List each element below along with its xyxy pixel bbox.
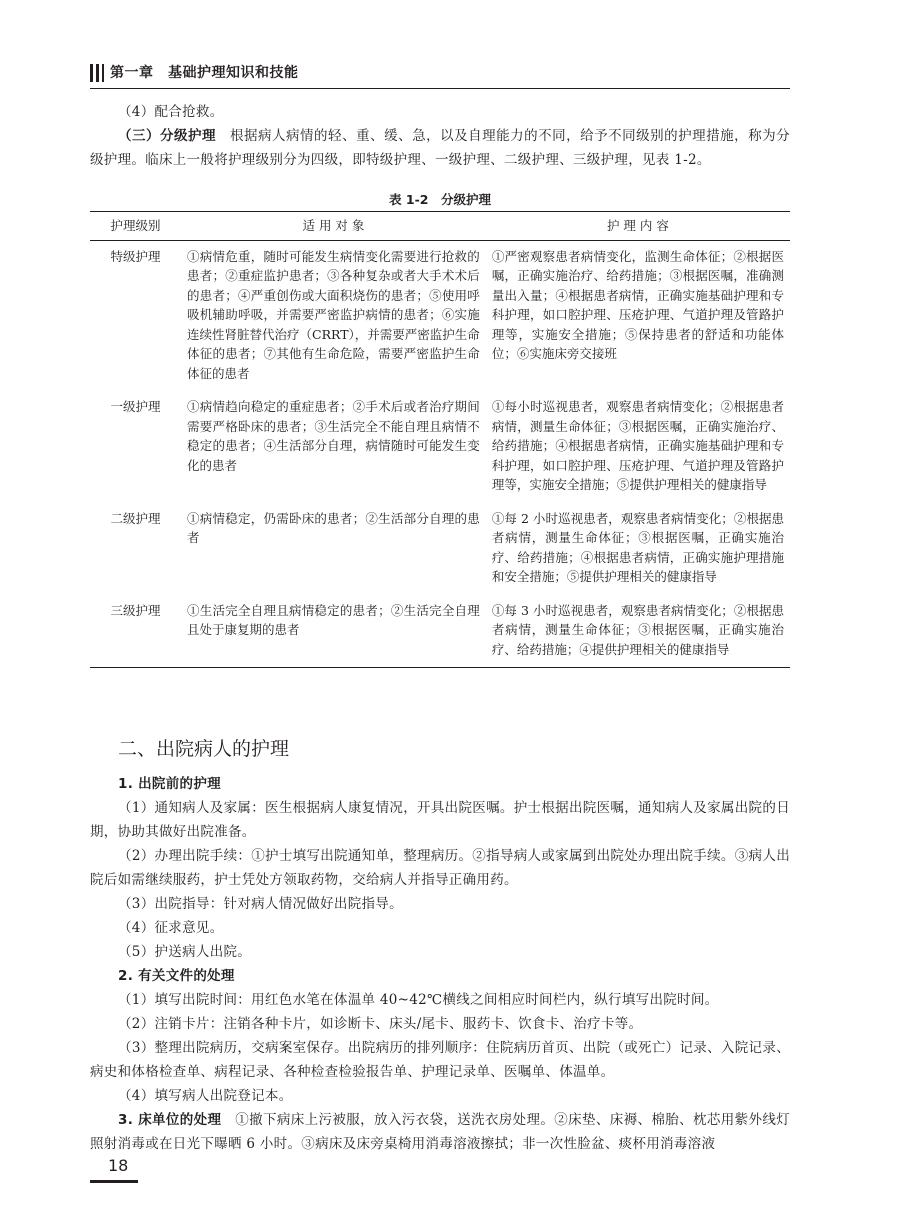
table-row xyxy=(90,595,790,668)
running-header xyxy=(90,60,790,90)
cell-level: 二级护理 xyxy=(110,510,161,526)
section-heading: 二、出院病人的护理 xyxy=(118,738,290,760)
paragraph: （2）注销卡片：注销各种卡片，如诊断卡、床头/尾卡、服药卡、饮食卡、治疗卡等。 xyxy=(118,1016,643,1032)
paragraph: （1）填写出院时间：用红色水笔在体温单 40~42℃横线之间相应时间栏内，纵行填写出院时间。 xyxy=(118,992,719,1008)
header-bars-decoration xyxy=(90,64,106,82)
cell-content: ①每小时巡视患者，观察患者病情变化；②根据患者病情，测量生命体征；③根据医嘱，正确实施治疗、给药措施；④根据患者病情，正确实施基础护理和专科护理，如口腔护理、压疮护理、气道护理及管路护理等，实施安全措施；⑤提供护理相关的健康指导 xyxy=(491,399,784,492)
table-header-row xyxy=(90,212,790,241)
chapter-title: 第一章 基础护理知识和技能 xyxy=(110,65,299,81)
paragraph: （3）整理出院病历，交病案室保存。出院病历的排列顺序：住院病历首页、出院（或死亡）记录、入院记录、病史和体格检查单、病程记录、各种检查检验报告单、护理记录单、医嘱单、体温单。 xyxy=(90,1040,790,1080)
cell-content: ①严密观察患者病情变化，监测生命体征；②根据医嘱，正确实施治疗、给药措施；③根据医嘱，准确测量出入量；④根据患者病情，正确实施基础护理和专科护理，如口腔护理、压疮护理、气道护理及管路护理等，实施安全措施；⑤保持患者的舒适和功能体位；⑥实施床旁交接班 xyxy=(491,248,784,361)
paragraph: （4）征求意见。 xyxy=(118,920,224,936)
subheading-inline: 3. 床单位的处理 xyxy=(118,1112,222,1128)
subheading: 2. 有关文件的处理 xyxy=(118,968,235,984)
paragraph xyxy=(90,1108,790,1156)
discharge-block xyxy=(90,772,790,1156)
subheading: 1. 出院前的护理 xyxy=(118,776,221,792)
paragraph-text: ①撤下病床上污被服，放入污衣袋，送洗衣房处理。②床垫、床褥、棉胎、枕芯用紫外线灯照射消毒或在日光下曝晒 6 小时。③病床及床旁桌椅用消毒溶液擦拭；非一次性脸盆、痰杯用消毒溶液 xyxy=(90,1112,790,1152)
nursing-grade-table xyxy=(90,211,790,668)
paragraph-text: 根据病人病情的轻、重、缓、急，以及自理能力的不同，给予不同级别的护理措施，称为分级护理。临床上一般将护理级别分为四级，即特级护理、一级护理、二级护理、三级护理，见表 1-2。 xyxy=(90,128,790,168)
page-number-rule xyxy=(90,1180,138,1183)
paragraph: （1）通知病人及家属：医生根据病人康复情况，开具出院医嘱。护士根据出院医嘱，通知病人及家属出院的日期，协助其做好出院准备。 xyxy=(90,800,790,840)
column-header: 适 用 对 象 xyxy=(181,212,486,241)
intro-block xyxy=(90,100,790,172)
paragraph: （2）办理出院手续：①护士填写出院通知单，整理病历。②指导病人或家属到出院处办理出院手续。③病人出院后如需继续服药，护士凭处方领取药物，交给病人并指导正确用药。 xyxy=(90,848,790,888)
paragraph: （4）填写病人出院登记本。 xyxy=(118,1088,293,1104)
paragraph: （4）配合抢救。 xyxy=(118,104,224,120)
cell-target: ①病情稳定，仍需卧床的患者；②生活部分自理的患者 xyxy=(187,510,480,545)
cell-content: ①每 3 小时巡视患者，观察患者病情变化；②根据患者病情，测量生命体征；③根据医嘱，正确实施治疗、给药措施；④提供护理相关的健康指导 xyxy=(486,595,790,668)
cell-level: 三级护理 xyxy=(90,595,181,668)
paragraph: （5）护送病人出院。 xyxy=(118,944,252,960)
cell-content: ①每 2 小时巡视患者，观察患者病情变化；②根据患者病情，测量生命体征；③根据医嘱，正确实施治疗、给药措施；④根据患者病情，正确实施护理措施和安全措施；⑤提供护理相关的健康指导 xyxy=(491,510,784,584)
table-row xyxy=(90,391,790,503)
cell-level: 特级护理 xyxy=(110,248,161,264)
table-row xyxy=(90,240,790,391)
subsection-heading: （三）分级护理 xyxy=(118,128,217,144)
paragraph: （3）出院指导：针对病人情况做好出院指导。 xyxy=(118,896,403,912)
cell-level: 一级护理 xyxy=(110,399,161,414)
column-header: 护理级别 xyxy=(90,212,181,241)
header-rule xyxy=(90,88,790,89)
table-caption: 表 1-2 分级护理 xyxy=(389,192,491,207)
column-header: 护 理 内 容 xyxy=(486,212,790,241)
cell-target: ①病情趋向稳定的重症患者；②手术后或者治疗期间需要严格卧床的患者；③生活完全不能自理且病情不稳定的患者；④生活部分自理，病情随时可能发生变化的患者 xyxy=(187,399,480,473)
paragraph xyxy=(90,124,790,172)
cell-target: ①生活完全自理且病情稳定的患者；②生活完全自理且处于康复期的患者 xyxy=(181,595,486,668)
table-row xyxy=(90,503,790,595)
cell-target: ①病情危重，随时可能发生病情变化需要进行抢救的患者；②重症监护患者；③各种复杂或者大手术术后的患者；④严重创伤或大面积烧伤的患者；⑤使用呼吸机辅助呼吸，并需要严密监护病情的患者；⑥实施连续性肾脏替代治疗（CRRT），并需要严密监护生命体征的患者；⑦其他有生命危险，需要严密监护生命体征的患者 xyxy=(187,248,480,381)
page-number: 18 xyxy=(108,1156,129,1175)
